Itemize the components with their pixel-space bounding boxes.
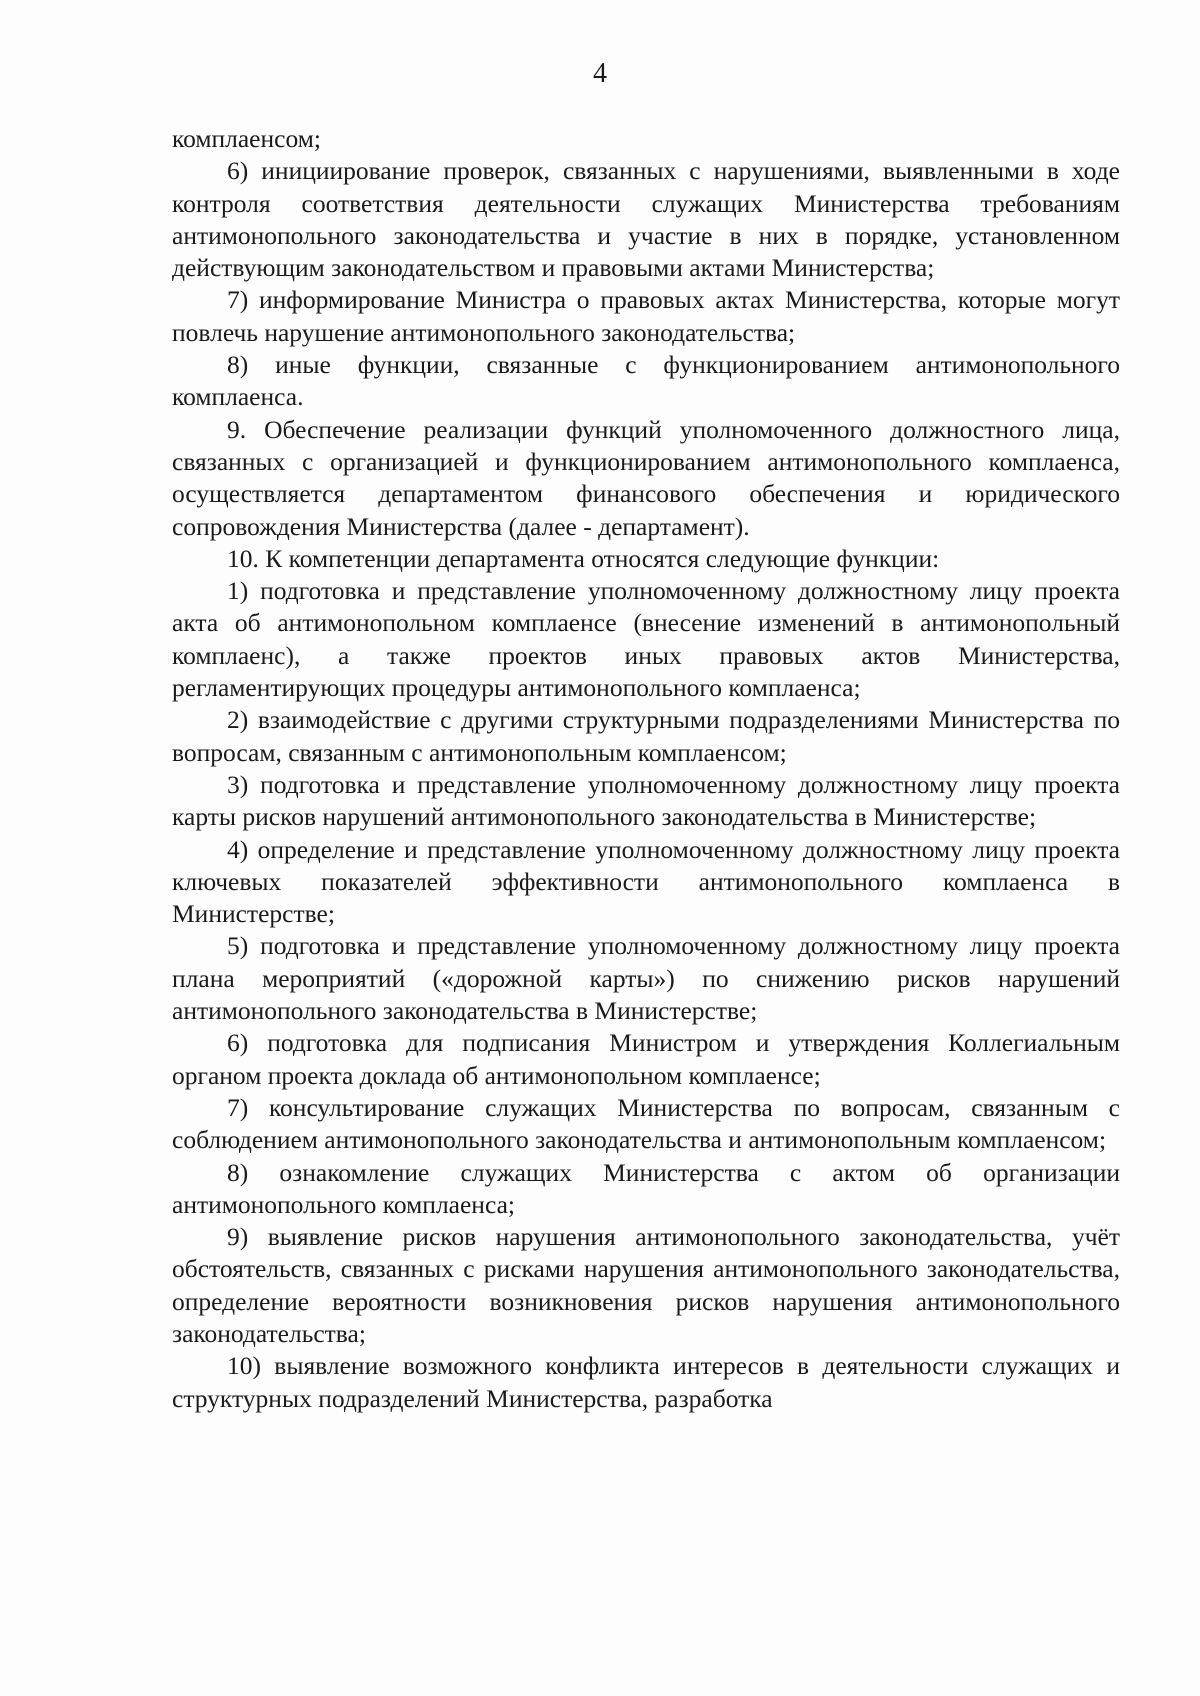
paragraph-6: 1) подготовка и представление уполномоченному должностному лицу проекта акта об антимонопольном комплаенсе (внесение изменений в антимонопольный комплаенс), а также проектов иных правовых актов Министерства, регламентирующих процедуры антимонопольного комплаенса; — [172, 576, 1120, 703]
paragraph-4: 9. Обеспечение реализации функций уполномоченного должностного лица, связанных с организацией и функционированием антимонопольного комплаенса, осуществляется департаментом финансового обеспечения и юридического сопровождения Министерства (далее - департамент). — [172, 414, 1120, 541]
paragraph-5: 10. К компетенции департамента относятся следующие функции: — [227, 543, 940, 573]
paragraph-1: 6) инициирование проверок, связанных с нарушениями, выявленными в ходе контроля соответствия деятельности служащих Министерства требованиям антимонопольного законодательства и участие в них в порядке, установленном действующим законодательством и правовыми актами Министерства; — [172, 156, 1120, 283]
paragraph-14: 9) выявление рисков нарушения антимонопольного законодательства, учёт обстоятельств, связанных с рисками нарушения антимонопольного законодательства, определение вероятности возникновения рисков нарушения антимонопольного законодательства; — [172, 1222, 1120, 1348]
paragraph-9: 4) определение и представление уполномоченному должностному лицу проекта ключевых показателей эффективности антимонопольного комплаенса в Министерстве; — [172, 834, 1120, 929]
paragraph-11: 6) подготовка для подписания Министром и утверждения Коллегиальным органом проекта доклада об антимонопольном комплаенсе; — [172, 1028, 1120, 1090]
document-body — [172, 123, 1120, 1415]
paragraph-3: 8) иные функции, связанные с функционированием антимонопольного комплаенса. — [172, 350, 1120, 412]
paragraph-15: 10) выявление возможного конфликта интересов в деятельности служащих и структурных подразделений Министерства, разработка — [172, 1351, 1120, 1413]
paragraph-12: 7) консультирование служащих Министерства по вопросам, связанным с соблюдением антимонопольного законодательства и антимонопольным комплаенсом; — [172, 1092, 1120, 1155]
paragraph-0: комплаенсом; — [172, 124, 321, 153]
paragraph-8: 3) подготовка и представление уполномоченному должностному лицу проекта карты рисков нарушений антимонопольного законодательства в Министерстве; — [172, 769, 1120, 832]
paragraph-7: 2) взаимодействие с другими структурными подразделениями Министерства по вопросам, связанным с антимонопольным комплаенсом; — [172, 705, 1120, 767]
page-number: 4 — [593, 58, 607, 89]
paragraph-10: 5) подготовка и представление уполномоченному должностному лицу проекта плана мероприятий («дорожной карты») по снижению рисков нарушений антимонопольного законодательства в Министерстве; — [172, 931, 1120, 1026]
paragraph-2: 7) информирование Министра о правовых актах Министерства, которые могут повлечь нарушение антимонопольного законодательства; — [172, 285, 1120, 347]
paragraph-13: 8) ознакомление служащих Министерства с актом об организации антимонопольного комплаенса; — [172, 1157, 1120, 1219]
